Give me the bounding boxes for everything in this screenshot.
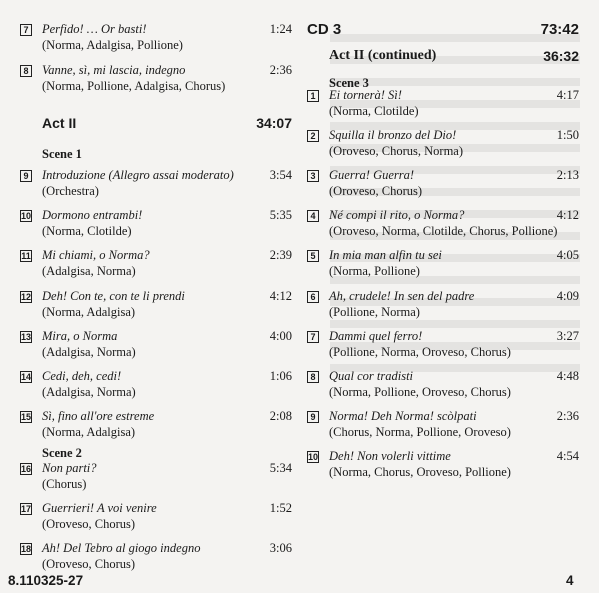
track-duration: 1:52 bbox=[269, 501, 292, 515]
track-number: 15 bbox=[21, 412, 32, 422]
track-number: 11 bbox=[21, 251, 31, 261]
track-number: 16 bbox=[21, 464, 32, 474]
track-performers: (Adalgisa, Norma) bbox=[42, 264, 136, 278]
track-number: 5 bbox=[307, 250, 319, 262]
track-duration: 2:13 bbox=[556, 168, 579, 182]
track-number: 7 bbox=[20, 24, 32, 36]
track-duration: 4:48 bbox=[556, 369, 579, 383]
track-number: 10 bbox=[21, 211, 32, 221]
track-performers: (Oroveso, Chorus, Norma) bbox=[329, 144, 464, 158]
track-performers: (Adalgisa, Norma) bbox=[42, 345, 136, 359]
track-performers: (Norma, Pollione, Adalgisa, Chorus) bbox=[42, 79, 226, 93]
scene-label: Scene 2 bbox=[42, 446, 82, 460]
track-duration: 1:50 bbox=[556, 128, 579, 142]
track-number: 1 bbox=[307, 90, 319, 102]
track-performers: (Adalgisa, Norma) bbox=[42, 385, 136, 399]
track-performers: (Chorus) bbox=[42, 477, 87, 491]
track-performers: (Norma, Clotilde) bbox=[329, 104, 419, 118]
track-duration: 3:27 bbox=[556, 329, 579, 343]
track-number: 18 bbox=[21, 544, 32, 554]
track-title: Dormono entrambi! bbox=[42, 208, 143, 222]
track-performers: (Norma, Adalgisa) bbox=[42, 425, 136, 439]
track-performers: (Oroveso, Chorus) bbox=[42, 517, 136, 531]
track-title: Guerrieri! A voi venire bbox=[42, 501, 157, 515]
track-title: Non parti? bbox=[42, 461, 97, 475]
track-title: Vanne, sì, mi lascia, indegno bbox=[42, 63, 186, 77]
track-performers: (Oroveso, Norma, Clotilde, Chorus, Pollione) bbox=[329, 224, 558, 238]
track-duration: 4:09 bbox=[556, 289, 579, 303]
track-number: 9 bbox=[307, 411, 319, 423]
track-title: Introduzione (Allegro assai moderato) bbox=[42, 168, 234, 182]
track-performers: (Norma, Adalgisa) bbox=[42, 305, 136, 319]
track-duration: 4:12 bbox=[556, 208, 579, 222]
track-performers: (Pollione, Norma, Oroveso, Chorus) bbox=[329, 345, 511, 359]
track-duration: 5:34 bbox=[269, 461, 292, 475]
track-duration: 3:06 bbox=[269, 541, 292, 555]
track-number: 17 bbox=[21, 504, 32, 514]
track-number: 8 bbox=[307, 371, 319, 383]
track-number: 10 bbox=[308, 452, 319, 462]
act-title: Act II (continued) bbox=[329, 48, 437, 63]
track-title: Mira, o Norma bbox=[42, 329, 118, 343]
track-performers: (Norma, Clotilde) bbox=[42, 224, 132, 238]
track-duration: 2:39 bbox=[269, 248, 292, 262]
track-number: 6 bbox=[307, 291, 319, 303]
track-title: Perfido! … Or basti! bbox=[42, 22, 147, 36]
track-number: 7 bbox=[307, 331, 319, 343]
track-duration: 4:12 bbox=[269, 289, 292, 303]
track-performers: (Norma, Chorus, Oroveso, Pollione) bbox=[329, 465, 511, 479]
track-number: 14 bbox=[21, 372, 32, 382]
track-title: In mia man alfin tu sei bbox=[329, 248, 442, 262]
track-title: Mi chiami, o Norma? bbox=[42, 248, 150, 262]
cd-duration: 73:42 bbox=[540, 21, 579, 38]
track-title: Dammi quel ferro! bbox=[329, 329, 423, 343]
track-performers: (Norma, Pollione, Oroveso, Chorus) bbox=[329, 385, 511, 399]
track-number: 12 bbox=[21, 292, 32, 302]
track-title: Cedi, deh, cedi! bbox=[42, 369, 122, 383]
track-title: Qual cor tradisti bbox=[329, 369, 414, 383]
page-number: 4 bbox=[566, 573, 574, 588]
track-performers: (Chorus, Norma, Pollione, Oroveso) bbox=[329, 425, 511, 439]
act-duration: 36:32 bbox=[543, 48, 579, 64]
track-duration: 1:24 bbox=[269, 22, 292, 36]
track-number: 13 bbox=[21, 332, 32, 342]
track-performers: (Norma, Pollione) bbox=[329, 264, 420, 278]
track-number: 3 bbox=[307, 170, 319, 182]
track-performers: (Pollione, Norma) bbox=[329, 305, 420, 319]
track-duration: 5:35 bbox=[269, 208, 292, 222]
scene-label: Scene 3 bbox=[329, 76, 369, 90]
track-duration: 4:17 bbox=[556, 88, 579, 102]
track-number: 8 bbox=[20, 65, 32, 77]
catalog-number: 8.110325-27 bbox=[8, 573, 84, 588]
track-duration: 1:06 bbox=[269, 369, 292, 383]
scene-label: Scene 1 bbox=[42, 147, 82, 161]
track-title: Deh! Con te, con te li prendi bbox=[42, 289, 185, 303]
track-performers: (Norma, Adalgisa, Pollione) bbox=[42, 38, 183, 52]
track-title: Ah! Del Tebro al giogo indegno bbox=[42, 541, 201, 555]
track-number: 2 bbox=[307, 130, 319, 142]
track-performers: (Orchestra) bbox=[42, 184, 99, 198]
track-duration: 3:54 bbox=[269, 168, 292, 182]
cd-label: CD 3 bbox=[307, 21, 342, 38]
track-title: Norma! Deh Norma! scòlpati bbox=[329, 409, 477, 423]
track-title: Squilla il bronzo del Dio! bbox=[329, 128, 457, 142]
act-title: Act II bbox=[42, 115, 77, 131]
track-performers: (Oroveso, Chorus) bbox=[329, 184, 423, 198]
track-duration: 4:54 bbox=[556, 449, 579, 463]
act-duration: 34:07 bbox=[256, 115, 292, 131]
track-title: Ei tornerà! Sì! bbox=[329, 88, 402, 102]
track-title: Né compi il rito, o Norma? bbox=[329, 208, 465, 222]
track-performers: (Oroveso, Chorus) bbox=[42, 557, 136, 571]
track-duration: 2:36 bbox=[556, 409, 579, 423]
track-duration: 2:08 bbox=[269, 409, 292, 423]
track-number: 9 bbox=[20, 170, 32, 182]
track-duration: 4:00 bbox=[269, 329, 292, 343]
track-duration: 2:36 bbox=[269, 63, 292, 77]
track-title: Sì, fino all'ore estreme bbox=[42, 409, 155, 423]
track-title: Guerra! Guerra! bbox=[329, 168, 415, 182]
track-title: Deh! Non volerli vittime bbox=[329, 449, 451, 463]
track-duration: 4:05 bbox=[556, 248, 579, 262]
track-title: Ah, crudele! In sen del padre bbox=[329, 289, 475, 303]
track-number: 4 bbox=[307, 210, 319, 222]
